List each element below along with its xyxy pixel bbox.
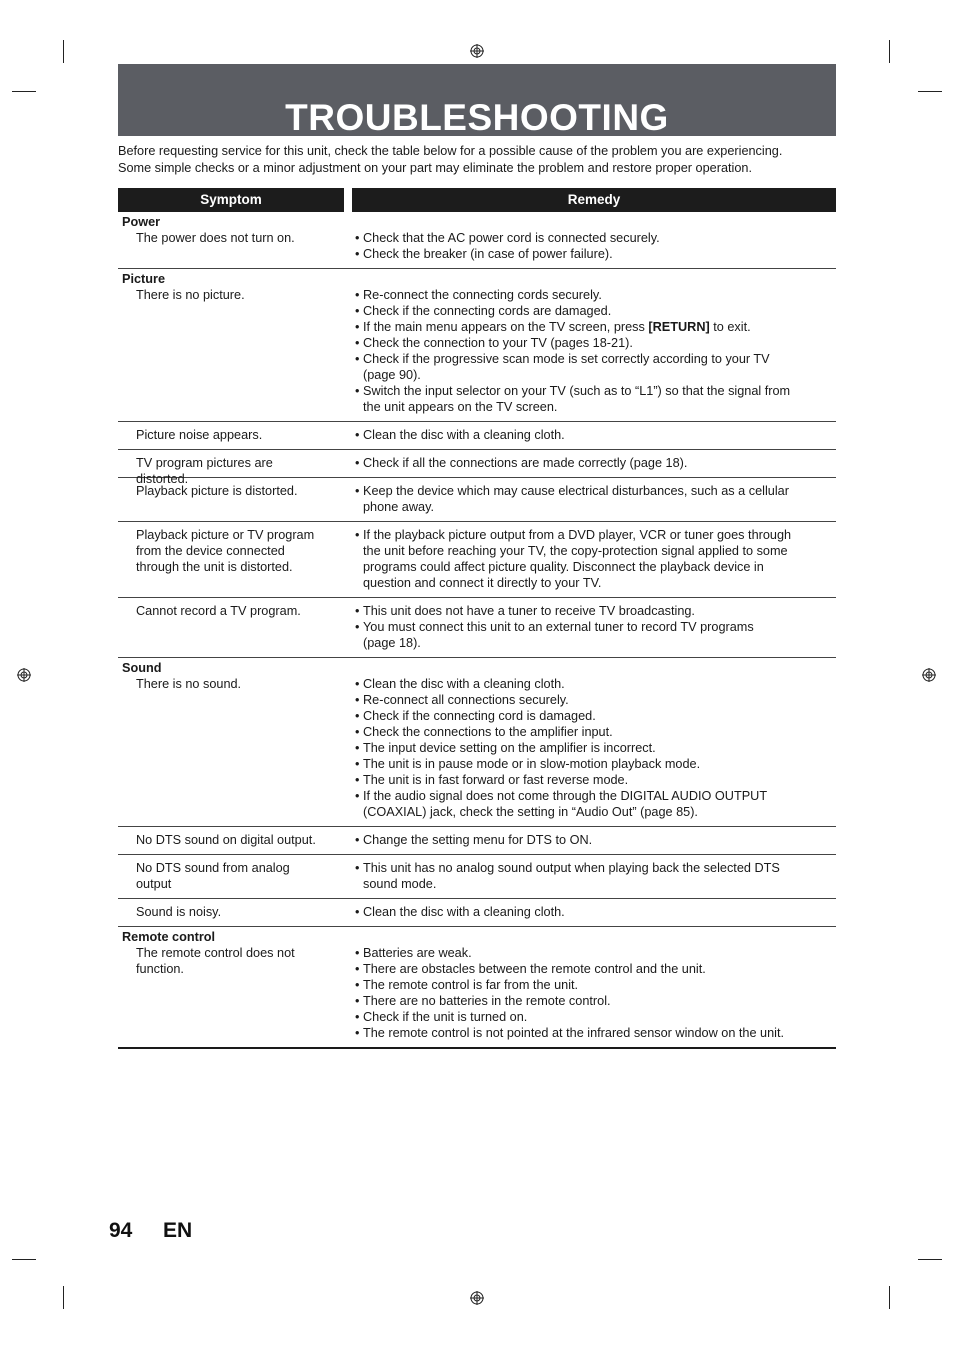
remedy-item bbox=[355, 427, 835, 443]
remedy-item bbox=[355, 993, 835, 1009]
bullet-icon: • bbox=[355, 336, 360, 350]
bullet-icon: • bbox=[355, 231, 360, 245]
remedy-item bbox=[355, 945, 835, 961]
remedy-item bbox=[355, 772, 835, 788]
remedy-item bbox=[355, 619, 835, 651]
symptom-text: from the device connected bbox=[136, 544, 285, 558]
table-row bbox=[118, 827, 836, 855]
remedy-text: Clean the disc with a cleaning cloth. bbox=[363, 905, 565, 919]
bullet-icon: • bbox=[355, 725, 360, 739]
bullet-icon: • bbox=[355, 288, 360, 302]
table-row bbox=[118, 598, 836, 658]
remedy-text: (page 90). bbox=[363, 368, 421, 382]
remedy-text: Clean the disc with a cleaning cloth. bbox=[363, 677, 565, 691]
remedy-cell bbox=[355, 676, 835, 820]
table-row bbox=[118, 422, 836, 450]
symptom-cell bbox=[136, 945, 346, 977]
remedy-item bbox=[355, 756, 835, 772]
remedy-item bbox=[355, 708, 835, 724]
bullet-icon: • bbox=[355, 861, 360, 875]
category-label: Power bbox=[122, 215, 161, 229]
remedy-cell bbox=[355, 904, 835, 920]
remedy-text: Change the setting menu for DTS to ON. bbox=[363, 833, 593, 847]
crop-mark bbox=[889, 40, 890, 63]
bullet-icon: • bbox=[355, 604, 360, 618]
remedy-text: There are no batteries in the remote control. bbox=[363, 994, 611, 1008]
troubleshooting-table bbox=[118, 212, 836, 1049]
crop-mark bbox=[918, 91, 942, 92]
symptom-cell bbox=[136, 904, 346, 920]
row-body bbox=[118, 230, 836, 262]
button-name-label: [RETURN] bbox=[648, 320, 710, 334]
remedy-item bbox=[355, 724, 835, 740]
remedy-cell bbox=[355, 287, 835, 415]
remedy-text: Check the connections to the amplifier input. bbox=[363, 725, 613, 739]
symptom-cell bbox=[136, 832, 346, 848]
remedy-text: Check if the connecting cords are damaged. bbox=[363, 304, 612, 318]
table-row bbox=[118, 269, 836, 422]
row-body bbox=[118, 832, 836, 848]
remedy-text: Re-connect all connections securely. bbox=[363, 693, 569, 707]
category-label: Sound bbox=[122, 661, 162, 675]
symptom-text: There is no sound. bbox=[136, 677, 242, 691]
remedy-cell bbox=[355, 230, 835, 262]
remedy-cell bbox=[355, 945, 835, 1041]
remedy-column-header: Remedy bbox=[352, 188, 836, 212]
symptom-cell bbox=[136, 676, 346, 692]
symptom-cell bbox=[136, 287, 346, 303]
language-label: EN bbox=[163, 1219, 193, 1242]
remedy-item bbox=[355, 740, 835, 756]
remedy-text: Check that the AC power cord is connected securely. bbox=[363, 231, 660, 245]
bullet-icon: • bbox=[355, 709, 360, 723]
symptom-group bbox=[118, 212, 836, 269]
remedy-text: Switch the input selector on your TV (such as to “L1”) so that the signal from bbox=[363, 384, 791, 398]
registration-mark-icon bbox=[470, 44, 484, 58]
row-body bbox=[118, 287, 836, 415]
symptom-text: distorted. bbox=[136, 472, 189, 486]
remedy-text: There are obstacles between the remote control and the unit. bbox=[363, 962, 706, 976]
bullet-icon: • bbox=[355, 620, 360, 634]
table-row bbox=[118, 478, 836, 522]
crop-mark bbox=[918, 1259, 942, 1260]
row-body bbox=[118, 483, 836, 515]
symptom-text: Playback picture is distorted. bbox=[136, 484, 298, 498]
symptom-cell bbox=[136, 527, 346, 575]
symptom-cell bbox=[136, 427, 346, 443]
row-body bbox=[118, 904, 836, 920]
remedy-text: If the audio signal does not come through the DIGITAL AUDIO OUTPUT bbox=[363, 789, 768, 803]
table-row bbox=[118, 212, 836, 269]
bullet-icon: • bbox=[355, 962, 360, 976]
row-body bbox=[118, 427, 836, 443]
remedy-item bbox=[355, 904, 835, 920]
remedy-text: The remote control is far from the unit. bbox=[363, 978, 579, 992]
symptom-text: through the unit is distorted. bbox=[136, 560, 293, 574]
table-row bbox=[118, 855, 836, 899]
bullet-icon: • bbox=[355, 1010, 360, 1024]
bullet-icon: • bbox=[355, 428, 360, 442]
remedy-text: Keep the device which may cause electrical disturbances, such as a cellular bbox=[363, 484, 789, 498]
remedy-text: This unit has no analog sound output when playing back the selected DTS bbox=[363, 861, 780, 875]
row-body bbox=[118, 455, 836, 486]
intro-line: Some simple checks or a minor adjustment on your part may eliminate the problem and restore proper operation. bbox=[118, 160, 752, 175]
remedy-item bbox=[355, 303, 835, 319]
bullet-icon: • bbox=[355, 456, 360, 470]
bullet-icon: • bbox=[355, 693, 360, 707]
remedy-text: Check if the progressive scan mode is set correctly according to your TV bbox=[363, 352, 770, 366]
bullet-icon: • bbox=[355, 789, 360, 803]
remedy-text: phone away. bbox=[363, 500, 435, 514]
remedy-item bbox=[355, 319, 835, 335]
remedy-item bbox=[355, 977, 835, 993]
bullet-icon: • bbox=[355, 833, 360, 847]
crop-mark bbox=[12, 1259, 36, 1260]
symptom-text: There is no picture. bbox=[136, 288, 245, 302]
symptom-group bbox=[118, 658, 836, 927]
bullet-icon: • bbox=[355, 247, 360, 261]
row-body bbox=[118, 676, 836, 820]
symptom-text: The power does not turn on. bbox=[136, 231, 295, 245]
intro-paragraph bbox=[118, 143, 842, 176]
bullet-icon: • bbox=[355, 677, 360, 691]
symptom-group bbox=[118, 927, 836, 1049]
remedy-text: Check if the connecting cord is damaged. bbox=[363, 709, 596, 723]
remedy-item bbox=[355, 335, 835, 351]
symptom-text: No DTS sound on digital output. bbox=[136, 833, 316, 847]
remedy-text: Check if all the connections are made correctly (page 18). bbox=[363, 456, 688, 470]
remedy-item bbox=[355, 483, 835, 515]
category-label: Remote control bbox=[122, 930, 216, 944]
remedy-item bbox=[355, 788, 835, 820]
remedy-item bbox=[355, 455, 835, 471]
symptom-cell bbox=[136, 483, 346, 499]
registration-mark-icon bbox=[470, 1291, 484, 1305]
bullet-icon: • bbox=[355, 352, 360, 366]
remedy-cell bbox=[355, 832, 835, 848]
crop-mark bbox=[63, 40, 64, 63]
remedy-item bbox=[355, 832, 835, 848]
bullet-icon: • bbox=[355, 773, 360, 787]
symptom-text: Picture noise appears. bbox=[136, 428, 263, 442]
remedy-item bbox=[355, 246, 835, 262]
remedy-cell bbox=[355, 455, 835, 471]
remedy-item bbox=[355, 1009, 835, 1025]
remedy-item bbox=[355, 676, 835, 692]
page-number: 94 bbox=[109, 1219, 133, 1242]
remedy-text: The unit is in fast forward or fast reverse mode. bbox=[363, 773, 629, 787]
remedy-text: This unit does not have a tuner to receive TV broadcasting. bbox=[363, 604, 695, 618]
remedy-text: sound mode. bbox=[363, 877, 437, 891]
remedy-item bbox=[355, 1025, 835, 1041]
remedy-item bbox=[355, 860, 835, 892]
bullet-icon: • bbox=[355, 528, 360, 542]
crop-mark bbox=[889, 1286, 890, 1309]
bullet-icon: • bbox=[355, 320, 360, 334]
remedy-text: If the playback picture output from a DVD player, VCR or tuner goes through bbox=[363, 528, 792, 542]
remedy-text: the unit appears on the TV screen. bbox=[363, 400, 558, 414]
symptom-cell bbox=[136, 230, 346, 246]
remedy-text: The remote control is not pointed at the infrared sensor window on the unit. bbox=[363, 1026, 785, 1040]
bullet-icon: • bbox=[355, 1026, 360, 1040]
bullet-icon: • bbox=[355, 978, 360, 992]
remedy-text: (COAXIAL) jack, check the setting in “Audio Out” (page 85). bbox=[363, 805, 698, 819]
table-row bbox=[118, 450, 836, 486]
remedy-text: If the main menu appears on the TV screen, press [RETURN] to exit. bbox=[363, 320, 751, 334]
remedy-item bbox=[355, 527, 835, 591]
remedy-item bbox=[355, 603, 835, 619]
remedy-cell bbox=[355, 483, 835, 515]
row-body bbox=[118, 527, 836, 591]
row-body bbox=[118, 945, 836, 1041]
remedy-item bbox=[355, 287, 835, 303]
remedy-item bbox=[355, 383, 835, 415]
remedy-text: The input device setting on the amplifier is incorrect. bbox=[363, 741, 656, 755]
remedy-item bbox=[355, 230, 835, 246]
remedy-cell bbox=[355, 860, 835, 892]
intro-line: Before requesting service for this unit, check the table below for a possible cause of the problem you are experiencing. bbox=[118, 144, 783, 158]
row-body bbox=[118, 860, 836, 892]
symptom-text: No DTS sound from analog bbox=[136, 861, 290, 875]
bullet-icon: • bbox=[355, 741, 360, 755]
remedy-text: Batteries are weak. bbox=[363, 946, 472, 960]
table-row bbox=[118, 522, 836, 598]
symptom-text: The remote control does not bbox=[136, 946, 295, 960]
bullet-icon: • bbox=[355, 994, 360, 1008]
symptom-text: Playback picture or TV program bbox=[136, 528, 315, 542]
registration-mark-icon bbox=[17, 668, 31, 682]
symptom-group bbox=[118, 269, 836, 658]
remedy-text: the unit before reaching your TV, the copy-protection signal applied to some bbox=[363, 544, 788, 558]
remedy-text: The unit is in pause mode or in slow-motion playback mode. bbox=[363, 757, 701, 771]
bullet-icon: • bbox=[355, 484, 360, 498]
remedy-cell bbox=[355, 603, 835, 651]
table-row bbox=[118, 899, 836, 927]
symptom-column-header: Symptom bbox=[118, 188, 344, 212]
crop-mark bbox=[12, 91, 36, 92]
row-body bbox=[118, 603, 836, 651]
bullet-icon: • bbox=[355, 304, 360, 318]
registration-mark-icon bbox=[922, 668, 936, 682]
title-bar bbox=[118, 64, 836, 136]
bullet-icon: • bbox=[355, 905, 360, 919]
remedy-text: Check the breaker (in case of power failure). bbox=[363, 247, 613, 261]
remedy-text: Clean the disc with a cleaning cloth. bbox=[363, 428, 565, 442]
page-title: TROUBLESHOOTING bbox=[285, 97, 669, 138]
symptom-text: Cannot record a TV program. bbox=[136, 604, 301, 618]
category-label: Picture bbox=[122, 272, 166, 286]
remedy-cell bbox=[355, 427, 835, 443]
symptom-text: function. bbox=[136, 962, 184, 976]
remedy-text: Re-connect the connecting cords securely. bbox=[363, 288, 602, 302]
bullet-icon: • bbox=[355, 757, 360, 771]
symptom-text: Sound is noisy. bbox=[136, 905, 222, 919]
remedy-text: Check if the unit is turned on. bbox=[363, 1010, 528, 1024]
bullet-icon: • bbox=[355, 946, 360, 960]
remedy-text: programs could affect picture quality. Disconnect the playback device in bbox=[363, 560, 764, 574]
symptom-cell bbox=[136, 860, 346, 892]
remedy-text: (page 18). bbox=[363, 636, 421, 650]
remedy-text: You must connect this unit to an external tuner to record TV programs bbox=[363, 620, 754, 634]
bullet-icon: • bbox=[355, 384, 360, 398]
remedy-item bbox=[355, 351, 835, 383]
symptom-text: output bbox=[136, 877, 172, 891]
table-row bbox=[118, 658, 836, 827]
remedy-text: Check the connection to your TV (pages 18-21). bbox=[363, 336, 633, 350]
remedy-text: question and connect it directly to your TV. bbox=[363, 576, 602, 590]
crop-mark bbox=[63, 1286, 64, 1309]
symptom-text: TV program pictures are bbox=[136, 456, 273, 470]
remedy-item bbox=[355, 961, 835, 977]
remedy-item bbox=[355, 692, 835, 708]
remedy-cell bbox=[355, 527, 835, 591]
table-row bbox=[118, 927, 836, 1049]
symptom-cell bbox=[136, 603, 346, 619]
